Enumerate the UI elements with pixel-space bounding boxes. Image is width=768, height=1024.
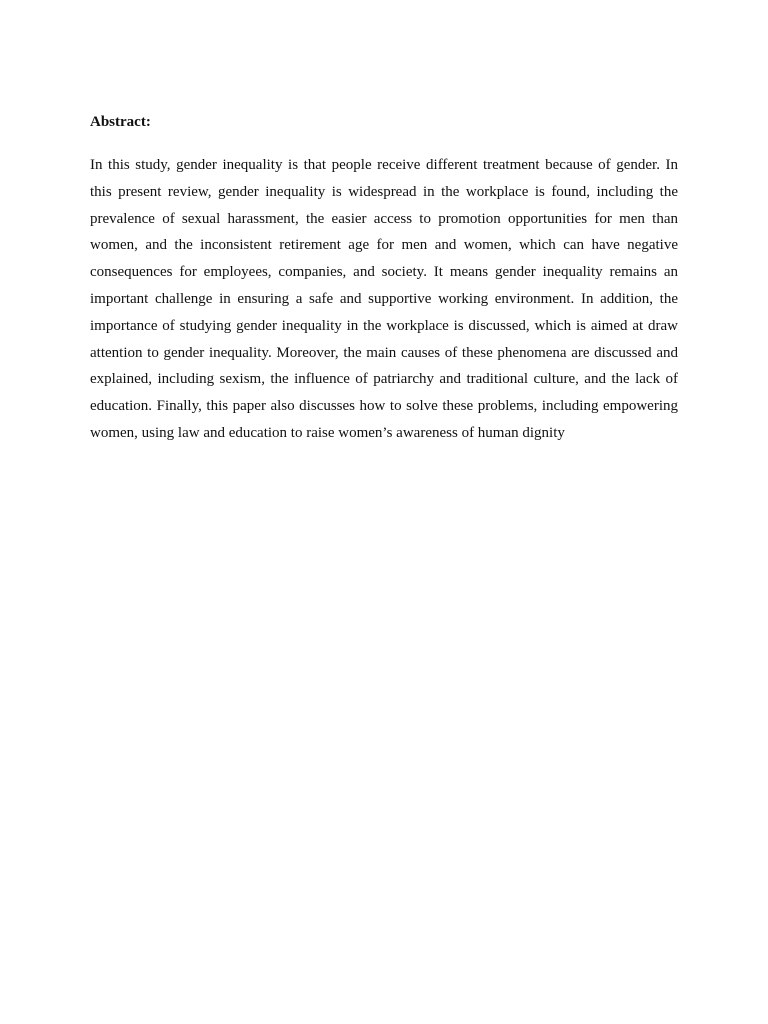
abstract-section	[90, 112, 678, 447]
abstract-paragraph: In this study, gender inequality is that people receive different treatment because of gender. In this present review, gender inequality is widespread in the workplace is found, including the prevalence of sexual harassment, the easier access to promotion opportunities for men than women, and the inconsistent retirement age for men and women, which can have negative consequences for employees, companies, and society. It means gender inequality remains an important challenge in ensuring a safe and supportive working environment. In addition, the importance of studying gender inequality in the workplace is discussed, which is aimed at draw attention to gender inequality. Moreover, the main causes of these phenomena are discussed and explained, including sexism, the influence of patriarchy and traditional culture, and the lack of education. Finally, this paper also discusses how to solve these problems, including empowering women, using law and education to raise women’s awareness of human dignity	[90, 157, 678, 441]
abstract-heading: Abstract:	[90, 114, 151, 130]
